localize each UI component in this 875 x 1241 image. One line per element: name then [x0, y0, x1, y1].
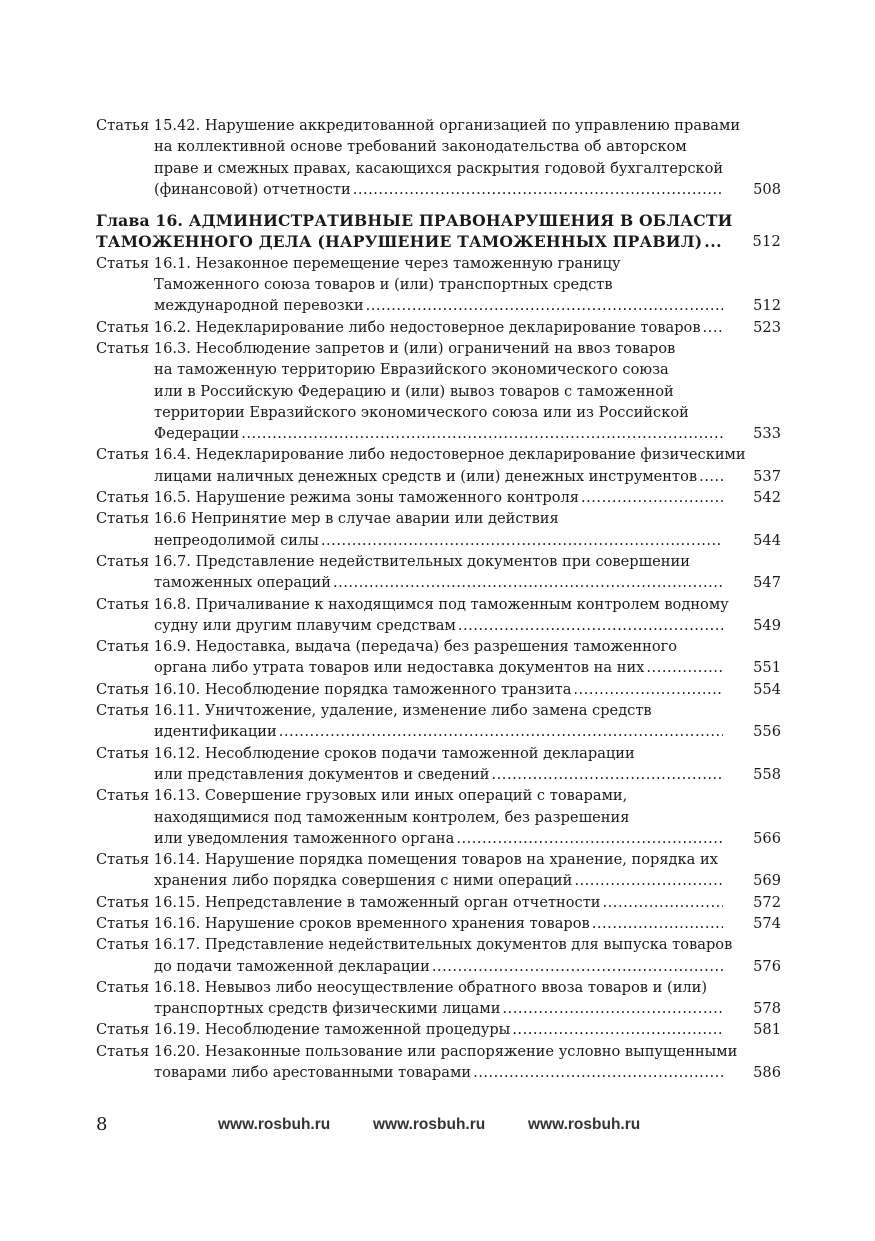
dot-leader	[353, 179, 723, 200]
toc-entry[interactable]	[96, 338, 781, 444]
toc-text: Статья 16.13. Совершение грузовых или иных операций с товарами,	[96, 787, 628, 805]
dot-leader	[573, 679, 723, 700]
dot-leader	[703, 317, 723, 338]
toc-line	[96, 892, 781, 913]
toc-line	[96, 743, 781, 764]
toc-text: Статья 16.11. Уничтожение, удаление, изменение либо замена средств	[96, 702, 652, 720]
dot-leader	[512, 1019, 723, 1040]
toc-line	[96, 572, 781, 593]
toc-text: Статья 16.6 Непринятие мер в случае аварии или действия	[96, 510, 559, 528]
toc-line	[96, 466, 781, 487]
toc-text: или уведомления таможенного органа	[154, 829, 455, 847]
dot-leader	[432, 956, 723, 977]
toc-page-number: 544	[753, 531, 781, 549]
page-number: 8	[96, 1114, 108, 1135]
toc-entry[interactable]	[96, 977, 781, 1020]
dot-leader	[241, 423, 723, 444]
toc-line	[96, 828, 781, 849]
toc-entry[interactable]	[96, 444, 781, 487]
toc-text: Статья 16.4. Недекларирование либо недостоверное декларирование физическими	[96, 446, 746, 464]
page-footer	[0, 1112, 875, 1138]
toc-text: транспортных средств физическими лицами	[154, 1000, 501, 1018]
toc-text: Статья 16.9. Недоставка, выдача (передача) без разрешения таможенного	[96, 638, 678, 656]
toc-page-number: 554	[753, 680, 781, 698]
toc-line	[96, 807, 781, 828]
toc-line	[96, 849, 781, 870]
toc-line	[96, 1041, 781, 1062]
toc-line	[96, 615, 781, 636]
toc-entry[interactable]	[96, 913, 781, 934]
toc-line	[96, 423, 781, 444]
toc-page-number: 551	[753, 659, 781, 677]
toc-line	[96, 721, 781, 742]
toc-line	[96, 1019, 781, 1040]
toc-text: или в Российскую Федерацию и (или) вывоз товаров с таможенной	[154, 382, 674, 400]
toc-text: Статья 16.19. Несоблюдение таможенной процедуры	[96, 1021, 511, 1039]
toc-line	[96, 530, 781, 551]
toc-text: товарами либо арестованными товарами	[154, 1064, 472, 1082]
toc-line	[96, 551, 781, 572]
table-of-contents	[96, 115, 781, 1083]
dot-leader	[321, 530, 723, 551]
toc-entry[interactable]	[96, 679, 781, 700]
toc-line	[96, 253, 781, 274]
toc-text: Статья 16.8. Причаливание к находящимся под таможенным контролем водному	[96, 595, 729, 613]
toc-entry[interactable]	[96, 551, 781, 594]
toc-line	[96, 487, 781, 508]
toc-text: хранения либо порядка совершения с ними операций	[154, 872, 573, 890]
dot-leader	[333, 572, 723, 593]
toc-text: Статья 16.12. Несоблюдение сроков подачи таможенной декларации	[96, 744, 635, 762]
toc-text: международной перевозки	[154, 297, 364, 315]
toc-text: Статья 16.10. Несоблюдение порядка таможенного транзита	[96, 680, 572, 698]
toc-line	[96, 338, 781, 359]
toc-page-number: 574	[753, 914, 781, 932]
toc-text: судну или другим плавучим средствам	[154, 616, 456, 634]
toc-text: Статья 16.5. Нарушение режима зоны таможенного контроля	[96, 489, 580, 507]
toc-entry[interactable]	[96, 115, 781, 200]
toc-page-number: 542	[753, 489, 781, 507]
toc-text: Статья 15.42. Нарушение аккредитованной организацией по управлению правами	[96, 117, 741, 134]
toc-page-number: 512	[753, 297, 781, 315]
toc-page-number: 512	[752, 233, 781, 251]
toc-line	[96, 934, 781, 955]
toc-line	[96, 977, 781, 998]
toc-text: Статья 16.1. Незаконное перемещение через таможенную границу	[96, 254, 621, 272]
toc-page-number: 566	[753, 829, 781, 847]
toc-line	[96, 179, 781, 200]
toc-line	[96, 913, 781, 934]
dot-leader	[279, 721, 723, 742]
toc-line	[96, 136, 781, 157]
toc-line	[96, 295, 781, 316]
toc-text: Статья 16.15. Непредставление в таможенный орган отчетности	[96, 893, 601, 911]
toc-entry[interactable]	[96, 487, 781, 508]
toc-text: непреодолимой силы	[154, 531, 319, 549]
toc-page-number: 547	[753, 574, 781, 592]
dot-leader	[646, 657, 723, 678]
footer-link[interactable]: www.rosbuh.ru	[373, 1116, 486, 1133]
toc-line	[96, 700, 781, 721]
toc-text: территории Евразийского экономического союза или из Российской	[154, 403, 689, 421]
toc-text: на коллективной основе требований законодательства об авторском	[154, 138, 687, 156]
toc-text: Статья 16.3. Несоблюдение запретов и (или) ограничений на ввоз товаров	[96, 339, 676, 357]
toc-text: или представления документов и сведений	[154, 765, 490, 783]
dot-leader	[458, 615, 723, 636]
toc-entry[interactable]	[96, 636, 781, 679]
toc-text: Статья 16.2. Недекларирование либо недостоверное декларирование товаров	[96, 318, 701, 336]
toc-page-number: 508	[753, 180, 781, 198]
toc-page-number: 569	[753, 872, 781, 890]
toc-line	[96, 764, 781, 785]
toc-page-number: 572	[753, 893, 781, 911]
toc-entry[interactable]	[96, 849, 781, 892]
toc-text: Статья 16.16. Нарушение сроков временного хранения товаров	[96, 914, 590, 932]
toc-entry[interactable]	[96, 594, 781, 637]
toc-text: Статья 16.20. Незаконные пользование или распоряжение условно выпущенными	[96, 1042, 738, 1060]
toc-entry[interactable]	[96, 508, 781, 551]
toc-entry[interactable]	[96, 1041, 781, 1084]
toc-text: таможенных операций	[154, 574, 331, 592]
toc-line	[96, 1062, 781, 1083]
dot-leader	[456, 828, 723, 849]
dot-leader	[473, 1062, 723, 1083]
toc-text: до подачи таможенной декларации	[154, 957, 430, 975]
toc-line	[96, 679, 781, 700]
toc-entry[interactable]	[96, 892, 781, 913]
toc-text: лицами наличных денежных средств и (или) денежных инструментов	[154, 467, 698, 485]
footer-link[interactable]: www.rosbuh.ru	[528, 1116, 641, 1133]
toc-text: на таможенную территорию Евразийского экономического союза	[154, 361, 669, 379]
toc-entry[interactable]	[96, 700, 781, 743]
toc-page-number: 581	[753, 1021, 781, 1039]
toc-line	[96, 359, 781, 380]
footer-link[interactable]: www.rosbuh.ru	[218, 1116, 331, 1133]
toc-line	[96, 594, 781, 615]
toc-line	[96, 317, 781, 338]
toc-line	[96, 657, 781, 678]
toc-text: Статья 16.17. Представление недействительных документов для выпуска товаров	[96, 936, 733, 954]
toc-line	[96, 381, 781, 402]
toc-entry[interactable]	[96, 934, 781, 977]
toc-page-number: 556	[753, 723, 781, 741]
dot-leader	[581, 487, 723, 508]
toc-line	[96, 785, 781, 806]
toc-line	[96, 956, 781, 977]
toc-chapter[interactable]	[96, 210, 781, 253]
toc-line	[96, 274, 781, 295]
toc-line	[96, 231, 781, 252]
toc-text: Статья 16.7. Представление недействительных документов при совершении	[96, 552, 690, 570]
toc-line	[96, 158, 781, 179]
toc-page-number: 578	[753, 1000, 781, 1018]
toc-line	[96, 402, 781, 423]
toc-text: Таможенного союза товаров и (или) транспортных средств	[154, 276, 613, 294]
toc-text: находящимися под таможенным контролем, без разрешения	[154, 808, 630, 826]
toc-text: Федерации	[154, 425, 240, 443]
dot-leader	[574, 870, 723, 891]
toc-line	[96, 210, 781, 231]
dot-leader	[492, 764, 723, 785]
dot-leader	[366, 295, 723, 316]
toc-line	[96, 115, 781, 136]
toc-page-number: 533	[753, 425, 781, 443]
toc-entry[interactable]	[96, 253, 781, 317]
toc-page-number: 576	[753, 957, 781, 975]
toc-text: Статья 16.18. Невывоз либо неосуществление обратного ввоза товаров и (или)	[96, 978, 708, 996]
toc-page-number: 586	[753, 1064, 781, 1082]
toc-page-number: 523	[753, 318, 781, 336]
toc-page-number: 537	[753, 467, 781, 485]
toc-entry[interactable]	[96, 317, 781, 338]
toc-line	[96, 998, 781, 1019]
dot-leader	[592, 913, 723, 934]
toc-text: Статья 16.14. Нарушение порядка помещения товаров на хранение, порядка их	[96, 851, 718, 869]
dot-leader	[502, 998, 723, 1019]
toc-text: ТАМОЖЕННОГО ДЕЛА (НАРУШЕНИЕ ТАМОЖЕННЫХ ПРАВИЛ)	[96, 232, 703, 252]
toc-line	[96, 444, 781, 465]
toc-text: Глава 16. АДМИНИСТРАТИВНЫЕ ПРАВОНАРУШЕНИЯ В ОБЛАСТИ	[96, 211, 733, 231]
toc-line	[96, 870, 781, 891]
toc-line	[96, 508, 781, 529]
toc-entry[interactable]	[96, 743, 781, 786]
dot-leader	[699, 466, 723, 487]
toc-line	[96, 636, 781, 657]
toc-text: праве и смежных правах, касающихся раскрытия годовой бухгалтерской	[154, 159, 724, 177]
toc-entry[interactable]	[96, 1019, 781, 1040]
toc-text: идентификации	[154, 723, 277, 741]
toc-page-number: 549	[753, 616, 781, 634]
dot-leader	[704, 231, 723, 252]
toc-text: органа либо утрата товаров или недоставка документов на них	[154, 659, 645, 677]
toc-page-number: 558	[753, 765, 781, 783]
toc-text: (финансовой) отчетности	[154, 180, 351, 198]
dot-leader	[603, 892, 723, 913]
toc-entry[interactable]	[96, 785, 781, 849]
